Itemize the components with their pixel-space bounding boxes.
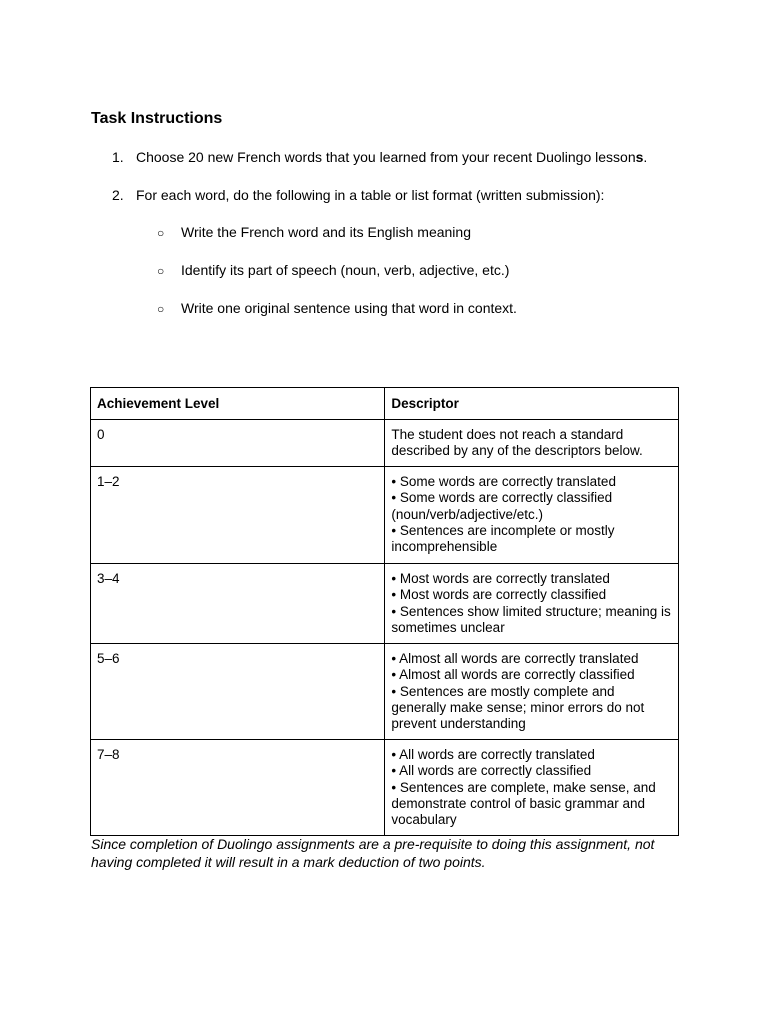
descriptor-cell bbox=[385, 644, 679, 740]
descriptor-cell bbox=[385, 467, 679, 564]
descriptor-line: • Most words are correctly translated bbox=[391, 571, 610, 586]
descriptor-line: • All words are correctly translated bbox=[391, 747, 595, 762]
descriptor-line: The student does not reach a standard described by any of the descriptors below. bbox=[391, 427, 643, 459]
table-row bbox=[91, 564, 679, 644]
descriptor-line: • Some words are correctly classified (noun/verb/adjective/etc.) bbox=[391, 490, 613, 522]
level-cell: 5–6 bbox=[91, 644, 385, 740]
descriptor-line: • All words are correctly classified bbox=[391, 763, 592, 779]
sub-item-3 bbox=[157, 299, 517, 318]
hollow-circle-bullet-icon: ○ bbox=[157, 302, 165, 316]
descriptor-line: • Some words are correctly translated bbox=[391, 474, 616, 489]
level-cell: 3–4 bbox=[91, 564, 385, 644]
table-row bbox=[91, 467, 679, 564]
header-descriptor: Descriptor bbox=[385, 388, 679, 420]
step-number: 2. bbox=[112, 187, 124, 203]
descriptor-line: • Sentences are incomplete or mostly incomprehensible bbox=[391, 522, 615, 555]
rubric-table bbox=[90, 387, 679, 836]
step-text: For each word, do the following in a table or list format (written submission): bbox=[136, 187, 605, 203]
descriptor-cell bbox=[385, 740, 679, 836]
step-text: Choose 20 new French words that you learned from your recent Duolingo lesson bbox=[136, 149, 636, 165]
hollow-circle-bullet-icon: ○ bbox=[157, 264, 165, 278]
level-cell: 7–8 bbox=[91, 740, 385, 836]
step-number: 1. bbox=[112, 149, 124, 165]
descriptor-line: • Sentences show limited structure; meaning is sometimes unclear bbox=[391, 603, 671, 635]
table-row bbox=[91, 644, 679, 740]
descriptor-line: • Almost all words are correctly classified bbox=[391, 667, 635, 683]
step-text-end: . bbox=[643, 149, 648, 165]
sub-item-text: Write the French word and its English meaning bbox=[181, 224, 471, 240]
table-row bbox=[91, 740, 679, 836]
sub-item-text: Identify its part of speech (noun, verb, adjective, etc.) bbox=[181, 262, 510, 278]
header-achievement-level: Achievement Level bbox=[91, 388, 385, 420]
page-heading: Task Instructions bbox=[91, 110, 223, 127]
sub-item-1 bbox=[157, 223, 471, 242]
descriptor-line: • Most words are correctly classified bbox=[391, 587, 607, 603]
step-text-bold: s bbox=[635, 149, 644, 165]
deduction-note: Since completion of Duolingo assignments are a pre-requisite to doing this assignment, not having completed it will result in a mark deduction of two points. bbox=[91, 836, 655, 870]
descriptor-cell bbox=[385, 420, 679, 467]
sub-item-text: Write one original sentence using that word in context. bbox=[181, 300, 517, 316]
hollow-circle-bullet-icon: ○ bbox=[157, 226, 165, 240]
table-row bbox=[91, 420, 679, 467]
descriptor-line: • Sentences are complete, make sense, and demonstrate control of basic grammar and vocabulary bbox=[391, 779, 656, 828]
sub-item-2 bbox=[157, 261, 509, 280]
instruction-step-2 bbox=[112, 186, 604, 204]
descriptor-line: • Sentences are mostly complete and generally make sense; minor errors do not prevent understanding bbox=[391, 683, 645, 732]
descriptor-line: • Almost all words are correctly translated bbox=[391, 651, 639, 666]
descriptor-cell bbox=[385, 564, 679, 644]
rubric-header-row bbox=[91, 388, 679, 420]
instruction-step-1 bbox=[112, 148, 647, 166]
level-cell: 0 bbox=[91, 420, 385, 467]
level-cell: 1–2 bbox=[91, 467, 385, 564]
